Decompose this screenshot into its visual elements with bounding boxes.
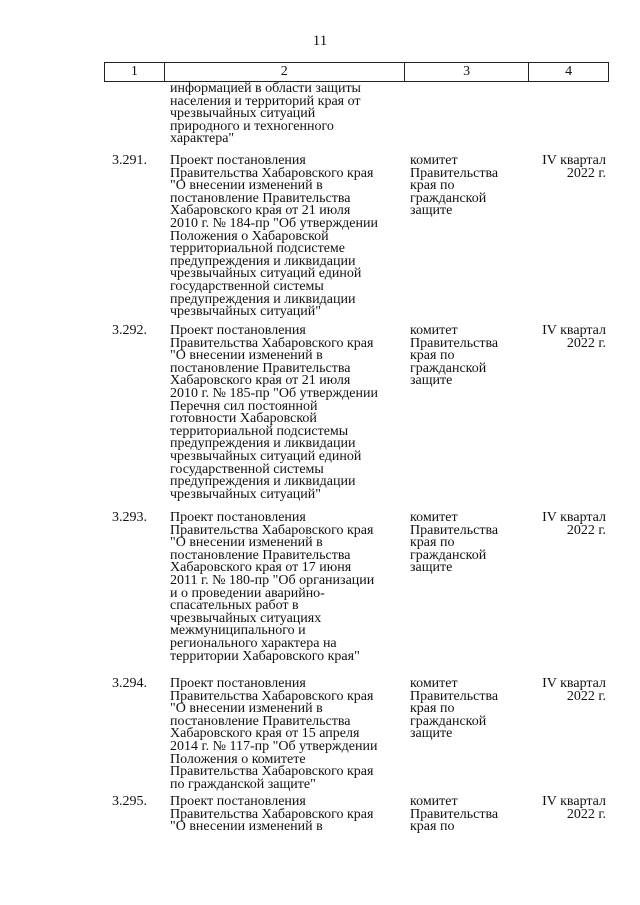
text-line: 2022 г. — [566, 688, 606, 704]
text-line: Правительства — [410, 688, 499, 704]
text-line: чрезвычайных ситуаций" — [170, 304, 321, 320]
text-line: Проект постановления — [170, 794, 306, 809]
text-line: гражданской — [410, 547, 487, 563]
text-line: защите — [410, 726, 453, 742]
text-line: спасательных работ в — [170, 598, 299, 614]
text-line: населения и территорий края от — [170, 93, 361, 109]
item-number: 3.292. — [112, 323, 147, 338]
text-line: территориальной подсистемы — [170, 423, 349, 439]
item-deadline — [528, 155, 606, 180]
item-responsible — [410, 512, 528, 575]
item-responsible — [410, 796, 528, 834]
text-line: предупреждения и ликвидации — [170, 291, 356, 307]
continuation-row — [0, 83, 640, 149]
text-line: IV квартал — [542, 510, 606, 525]
text-line: IV квартал — [542, 153, 606, 168]
item-number: 3.295. — [112, 794, 147, 809]
item-responsible — [410, 155, 528, 218]
text-line: края по — [410, 535, 455, 551]
text-line: по гражданской защите" — [170, 776, 316, 792]
item-deadline — [528, 512, 606, 537]
text-line: регионального характера на — [170, 635, 337, 651]
text-line: Правительства Хабаровского края — [170, 165, 374, 181]
text-line: 2022 г. — [566, 806, 606, 822]
text-line: информацией в области защиты — [170, 81, 361, 96]
text-line: края по — [410, 348, 455, 364]
text-line: Положения о Хабаровской — [170, 228, 329, 244]
text-line: 2022 г. — [566, 335, 606, 351]
text-line: комитет — [410, 153, 458, 168]
text-line: чрезвычайных ситуаций — [170, 106, 316, 122]
text-line: предупреждения и ликвидации — [170, 436, 356, 452]
table-row — [0, 155, 640, 325]
item-deadline — [528, 796, 606, 821]
item-number: 3.294. — [112, 676, 147, 691]
item-responsible — [410, 678, 528, 741]
text-line: Правительства — [410, 522, 499, 538]
text-line: территории Хабаровского края" — [170, 648, 360, 664]
text-line: 2022 г. — [566, 165, 606, 181]
text-line: Проект постановления — [170, 323, 306, 338]
text-line: чрезвычайных ситуациях — [170, 610, 322, 626]
text-line: комитет — [410, 794, 458, 809]
text-line: IV квартал — [542, 323, 606, 338]
text-line: Хабаровского края от 15 апреля — [170, 726, 360, 742]
text-line: Правительства — [410, 165, 499, 181]
text-line: Проект постановления — [170, 153, 306, 168]
text-line: характера" — [170, 131, 235, 147]
text-line: Правительства Хабаровского края — [170, 806, 374, 822]
text-line: 2010 г. № 185-пр "Об утверждении — [170, 385, 378, 401]
text-line: и о проведении аварийно- — [170, 585, 325, 601]
column-header-4: 4 — [565, 64, 573, 79]
text-line: Правительства Хабаровского края — [170, 522, 374, 538]
column-header-2: 2 — [165, 63, 405, 81]
text-line: постановление Правительства — [170, 190, 351, 206]
text-line: Хабаровского края от 17 июня — [170, 560, 352, 576]
text-line: чрезвычайных ситуаций единой — [170, 448, 362, 464]
text-line: защите — [410, 373, 453, 389]
text-line: IV квартал — [542, 676, 606, 691]
table-row — [0, 325, 640, 512]
table-body — [0, 83, 640, 856]
text-line: чрезвычайных ситуаций единой — [170, 266, 362, 282]
text-line: IV квартал — [542, 794, 606, 809]
text-line: комитет — [410, 510, 458, 525]
text-line: государственной системы — [170, 278, 324, 294]
text-line: комитет — [410, 323, 458, 338]
text-line: чрезвычайных ситуаций" — [170, 486, 321, 502]
text-line: "О внесении изменений в — [170, 819, 323, 835]
text-line: гражданской — [410, 713, 487, 729]
text-line: готовности Хабаровской — [170, 411, 317, 427]
text-line: Проект постановления — [170, 510, 306, 525]
item-responsible — [410, 325, 528, 388]
text-line: "О внесении изменений в — [170, 535, 323, 551]
table-row — [0, 512, 640, 678]
text-line: постановление Правительства — [170, 360, 351, 376]
text-line: Правительства Хабаровского края — [170, 688, 374, 704]
table-row — [0, 678, 640, 796]
text-line: "О внесении изменений в — [170, 178, 323, 194]
column-header-3: 3 — [405, 63, 530, 81]
text-line: постановление Правительства — [170, 713, 351, 729]
text-line: Хабаровского края от 21 июля — [170, 203, 351, 219]
text-line: межмуниципального и — [170, 623, 306, 639]
item-description — [170, 678, 402, 791]
text-line: государственной системы — [170, 461, 324, 477]
text-line: природного и техногенного — [170, 118, 334, 134]
text-line: Перечня сил постоянной — [170, 398, 318, 414]
text-line: Правительства — [410, 335, 499, 351]
text-line: комитет — [410, 676, 458, 691]
text-line: защите — [410, 560, 453, 576]
text-line: Положения о комитете — [170, 751, 306, 767]
text-line: "О внесении изменений в — [170, 701, 323, 717]
text-line: территориальной подсистеме — [170, 241, 345, 257]
text-line: предупреждения и ликвидации — [170, 253, 356, 269]
item-description — [170, 325, 402, 501]
text-line: 2010 г. № 184-пр "Об утверждении — [170, 215, 378, 231]
page-number: 11 — [312, 33, 328, 49]
item-description — [170, 155, 402, 319]
text-line: 2014 г. № 117-пр "Об утверждении — [170, 738, 378, 754]
table-row — [0, 796, 640, 856]
item-number: 3.293. — [112, 510, 147, 525]
text-line: Хабаровского края от 21 июля — [170, 373, 351, 389]
text-line: предупреждения и ликвидации — [170, 474, 356, 490]
text-line: постановление Правительства — [170, 547, 351, 563]
text-line: 2011 г. № 180-пр "Об организации — [170, 572, 375, 588]
text-line: края по — [410, 178, 455, 194]
text-line: Правительства Хабаровского края — [170, 764, 374, 780]
text-line: защите — [410, 203, 453, 219]
text-line: края по — [410, 701, 455, 717]
text-line: края по — [410, 819, 455, 835]
text-line: Правительства — [410, 806, 499, 822]
text-line: гражданской — [410, 190, 487, 206]
item-deadline — [528, 325, 606, 350]
column-header-1: 1 — [105, 63, 165, 81]
text-line: "О внесении изменений в — [170, 348, 323, 364]
text-line: гражданской — [410, 360, 487, 376]
text-line: 2022 г. — [566, 522, 606, 538]
item-description — [170, 512, 402, 663]
table-header-row — [104, 62, 609, 82]
continuation-text — [170, 83, 402, 146]
item-number: 3.291. — [112, 153, 147, 168]
item-description — [170, 796, 402, 834]
text-line: Правительства Хабаровского края — [170, 335, 374, 351]
item-deadline — [528, 678, 606, 703]
text-line: Проект постановления — [170, 676, 306, 691]
